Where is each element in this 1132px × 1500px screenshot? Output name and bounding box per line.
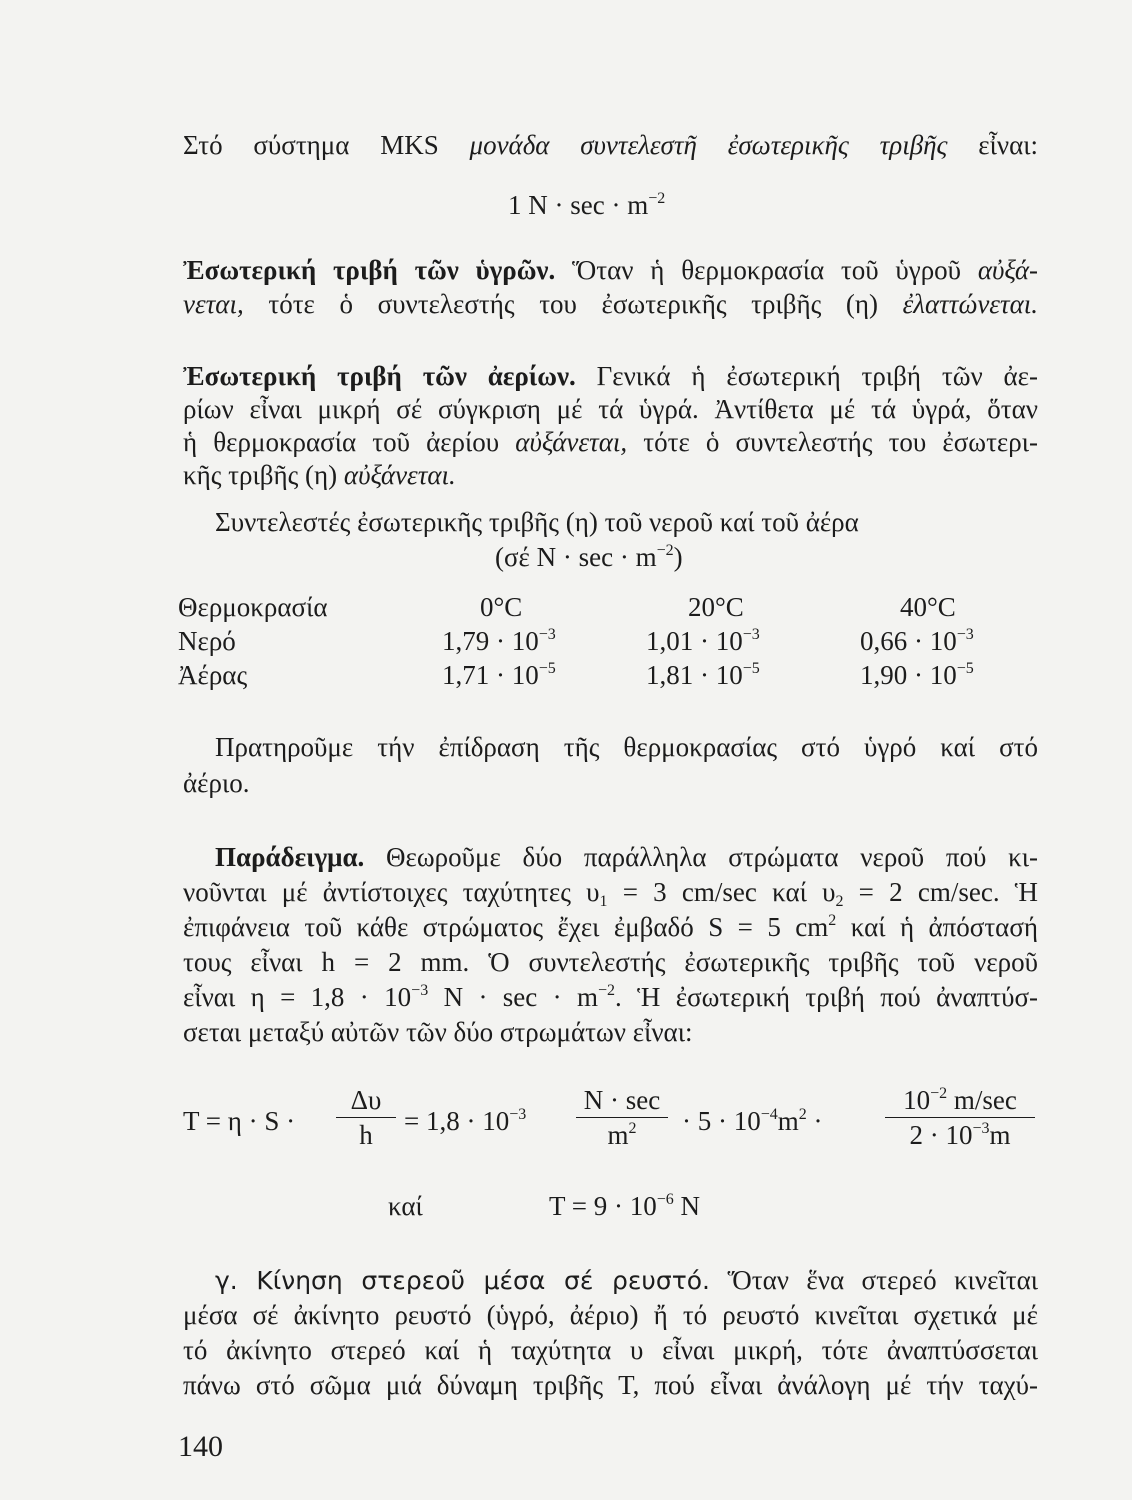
motion-line-3: τό ἀκίνητο στερεό καί ἡ ταχύτητα υ εἶναι μικρή, τότε ἀναπτύσσεται [183, 1335, 1038, 1365]
example-title: Παράδειγμα. [215, 842, 365, 872]
cell-exp: −3 [538, 626, 556, 643]
liquids-line-1 [183, 253, 1038, 287]
table-cell [860, 658, 974, 692]
liquids-l1-text: Ὅταν ἡ θερμοκρασία τοῦ ὑγροῦ [572, 255, 962, 285]
fraction-velocity [336, 1085, 396, 1150]
gases-line-1 [183, 359, 1038, 393]
example-l3-exp: 2 [828, 912, 837, 929]
mks-italic: μονάδα συντελεστῆ ἐσωτερικῆς τριβῆς [469, 130, 948, 160]
fraction-bar [336, 1117, 396, 1118]
fraction-units-numerator: N · sec [583, 1085, 661, 1115]
example-l1-text: Θεωροῦμε δύο παράλληλα στρώματα νεροῦ πού κι- [386, 842, 1039, 872]
fraction-velocity-numerator: Δυ [350, 1085, 382, 1115]
example-line-3 [183, 910, 1038, 944]
example-l2-a: νοῦνται μέ ἀντίστοιχες ταχύτητες υ [183, 877, 600, 907]
mks-unit-exp: −2 [648, 190, 666, 207]
gases-l3-text-a: ἡ θερμοκρασία τοῦ ἀερίου [183, 427, 500, 457]
motion-l1-text: Ὅταν ἕνα στερεό κινεῖται [727, 1265, 1039, 1295]
cell-value: 1,79 [442, 626, 490, 656]
table-units-text: (σέ N · sec · m [495, 542, 657, 572]
table-cell [442, 658, 556, 692]
motion-line-4: πάνω στό σῶμα μιά δύναμη τριβῆς T, πού εἶναι ἀνάλογη μέ τήν ταχύ- [183, 1370, 1038, 1400]
gases-line-4 [183, 458, 456, 492]
cell-exp: −5 [538, 660, 556, 677]
fraction-units-den-text: m [607, 1120, 629, 1150]
formula-area-text: · 5 · 10 [682, 1106, 761, 1136]
formula-area-unit-exp: 2 [798, 1106, 807, 1123]
formula-lhs: T = η · S · [183, 1106, 296, 1136]
fraction-gradient-denominator [885, 1120, 1035, 1150]
fraction-units-denominator [576, 1120, 668, 1150]
mks-unit-text: 1 N · sec · m [508, 190, 649, 220]
formula-area [682, 1104, 823, 1138]
cell-exp: −5 [956, 660, 974, 677]
liquids-l2-italic-a: νεται, [183, 289, 244, 319]
cell-exp: −3 [742, 626, 760, 643]
example-sub-1: 1 [599, 893, 608, 910]
cell-times-ten: · 10 [914, 626, 957, 656]
cell-times-ten: · 10 [496, 626, 539, 656]
cell-value: 1,90 [860, 660, 908, 690]
example-line-2 [183, 875, 1038, 909]
observe-line-2: ἀέριο. [183, 768, 250, 798]
example-l2-b: = 3 cm/sec καί υ [607, 877, 836, 907]
fraction-gradient-num-exp: −2 [930, 1085, 948, 1102]
example-l3-b: καί ἡ ἀπόστασή [836, 912, 1039, 942]
cell-times-ten: · 10 [700, 660, 743, 690]
mks-unit [508, 188, 665, 222]
motion-line-2: μέσα σέ ἀκίνητο ρευστό (ὑγρό, ἀέριο) ἤ τό ρευστό κινεῖται σχετικά μέ [183, 1300, 1038, 1330]
formula-coef [404, 1104, 526, 1138]
mks-intro: Στό σύστημα MKS [183, 130, 439, 160]
formula-result [549, 1189, 700, 1223]
example-line-5 [183, 980, 1038, 1014]
cell-times-ten: · 10 [914, 660, 957, 690]
table-cell [442, 624, 556, 658]
cell-value: 1,71 [442, 660, 490, 690]
formula-result-unit: N [673, 1191, 701, 1221]
example-line-4: τους εἶναι h = 2 mm. Ὁ συντελεστής ἐσωτερικῆς τριβῆς τοῦ νεροῦ [183, 947, 1038, 977]
cell-exp: −3 [956, 626, 974, 643]
motion-heading: γ. Κίνηση στερεοῦ μέσα σέ ρευστό. [215, 1266, 711, 1295]
cell-value: 1,01 [646, 626, 694, 656]
gases-l4-italic: αὐξάνεται. [343, 460, 456, 490]
liquids-l2-text: τότε ὁ συντελεστής του ἐσωτερικῆς τριβῆς (η) [268, 289, 879, 319]
formula-area-exp: −4 [760, 1106, 778, 1123]
liquids-l1-italic: αὐξά- [977, 255, 1039, 285]
example-l5-exp-1: −3 [411, 982, 429, 999]
liquids-l2-italic-b: ἐλαττώνεται. [902, 289, 1039, 319]
cell-times-ten: · 10 [496, 660, 539, 690]
gases-l3-text-b: τότε ὁ συντελεστής του ἐσωτερι- [643, 427, 1038, 457]
example-sub-2: 2 [835, 893, 844, 910]
formula-area-unit: m [777, 1106, 799, 1136]
fraction-bar [576, 1117, 668, 1118]
cell-times-ten: · 10 [700, 626, 743, 656]
fraction-bar [885, 1117, 1035, 1118]
fraction-gradient-den-text: 2 · 10 [909, 1120, 973, 1150]
example-l5-b: N · sec · m [428, 982, 599, 1012]
formula-coef-text: = 1,8 · 10 [404, 1106, 510, 1136]
fraction-gradient-den-unit: m [989, 1120, 1011, 1150]
fraction-units [576, 1085, 668, 1150]
formula-coef-exp: −3 [509, 1106, 527, 1123]
observe-line-1: Πρατηροῦμε τήν ἐπίδραση τῆς θερμοκρασίας στό ὑγρό καί στό [215, 732, 1038, 762]
table-title: Συντελεστές ἐσωτερικῆς τριβῆς (η) τοῦ νεροῦ καί τοῦ ἀέρα [215, 507, 859, 537]
liquids-title: Ἐσωτερική τριβή τῶν ὑγρῶν. [183, 255, 556, 285]
cell-value: 1,81 [646, 660, 694, 690]
example-l5-exp-2: −2 [598, 982, 616, 999]
gases-l4-text: κῆς τριβῆς (η) [183, 460, 338, 490]
example-l5-c: . Ἡ ἐσωτερική τριβή πού ἀναπτύσ- [615, 982, 1039, 1012]
table-cell [646, 658, 760, 692]
formula-result-text: T = 9 · 10 [549, 1191, 657, 1221]
fraction-gradient [885, 1085, 1035, 1150]
gases-l3-italic: αὐξάνεται, [515, 427, 628, 457]
mks-end: εἶναι: [978, 130, 1039, 160]
formula-result-exp: −6 [656, 1191, 674, 1208]
example-l3-a: ἐπιφάνεια τοῦ κάθε στρώματος ἔχει ἐμβαδό S = 5 cm [183, 912, 829, 942]
table-cell [860, 624, 974, 658]
table-header-col-2: 20°C [688, 592, 744, 622]
example-l2-c: = 2 cm/sec. Ἡ [843, 877, 1038, 907]
table-cell [646, 624, 760, 658]
fraction-units-den-exp: 2 [628, 1120, 637, 1137]
mks-line [183, 128, 1038, 162]
fraction-velocity-denominator: h [359, 1120, 373, 1150]
table-header-col-1: 0°C [480, 592, 523, 622]
table-row-label: Ἀέρας [178, 660, 248, 690]
cell-exp: −5 [742, 660, 760, 677]
gases-title: Ἐσωτερική τριβή τῶν ἀερίων. [183, 361, 576, 391]
gases-line-3 [183, 425, 1038, 459]
table-units [495, 540, 683, 574]
gases-l1-text: Γενικά ἡ ἐσωτερική τριβή τῶν ἀε- [596, 361, 1039, 391]
table-row-label: Νερό [178, 626, 236, 656]
formula-area-dot: · [813, 1106, 823, 1136]
example-line-1 [215, 840, 1038, 874]
fraction-gradient-num-text: 10 [903, 1085, 931, 1115]
gases-line-2: ρίων εἶναι μικρή σέ σύγκριση μέ τά ὑγρά. Ἀντίθετα μέ τά ὑγρά, ὅταν [183, 394, 1038, 424]
table-units-exp: −2 [656, 542, 674, 559]
page-number: 140 [178, 1430, 223, 1463]
liquids-line-2 [183, 287, 1038, 321]
example-l5-a: εἶναι η = 1,8 · 10 [183, 982, 412, 1012]
fraction-gradient-numerator [885, 1085, 1035, 1115]
table-header-label: Θερμοκρασία [178, 592, 328, 622]
formula-kai: καί [388, 1191, 423, 1221]
table-units-close: ) [673, 542, 683, 572]
fraction-gradient-den-exp: −3 [972, 1120, 990, 1137]
cell-value: 0,66 [860, 626, 908, 656]
example-line-6: σεται μεταξύ αὐτῶν τῶν δύο στρωμάτων εἶναι: [183, 1017, 693, 1047]
fraction-gradient-num-unit: m/sec [947, 1085, 1017, 1115]
motion-line-1 [215, 1263, 1038, 1298]
table-header-col-3: 40°C [900, 592, 956, 622]
